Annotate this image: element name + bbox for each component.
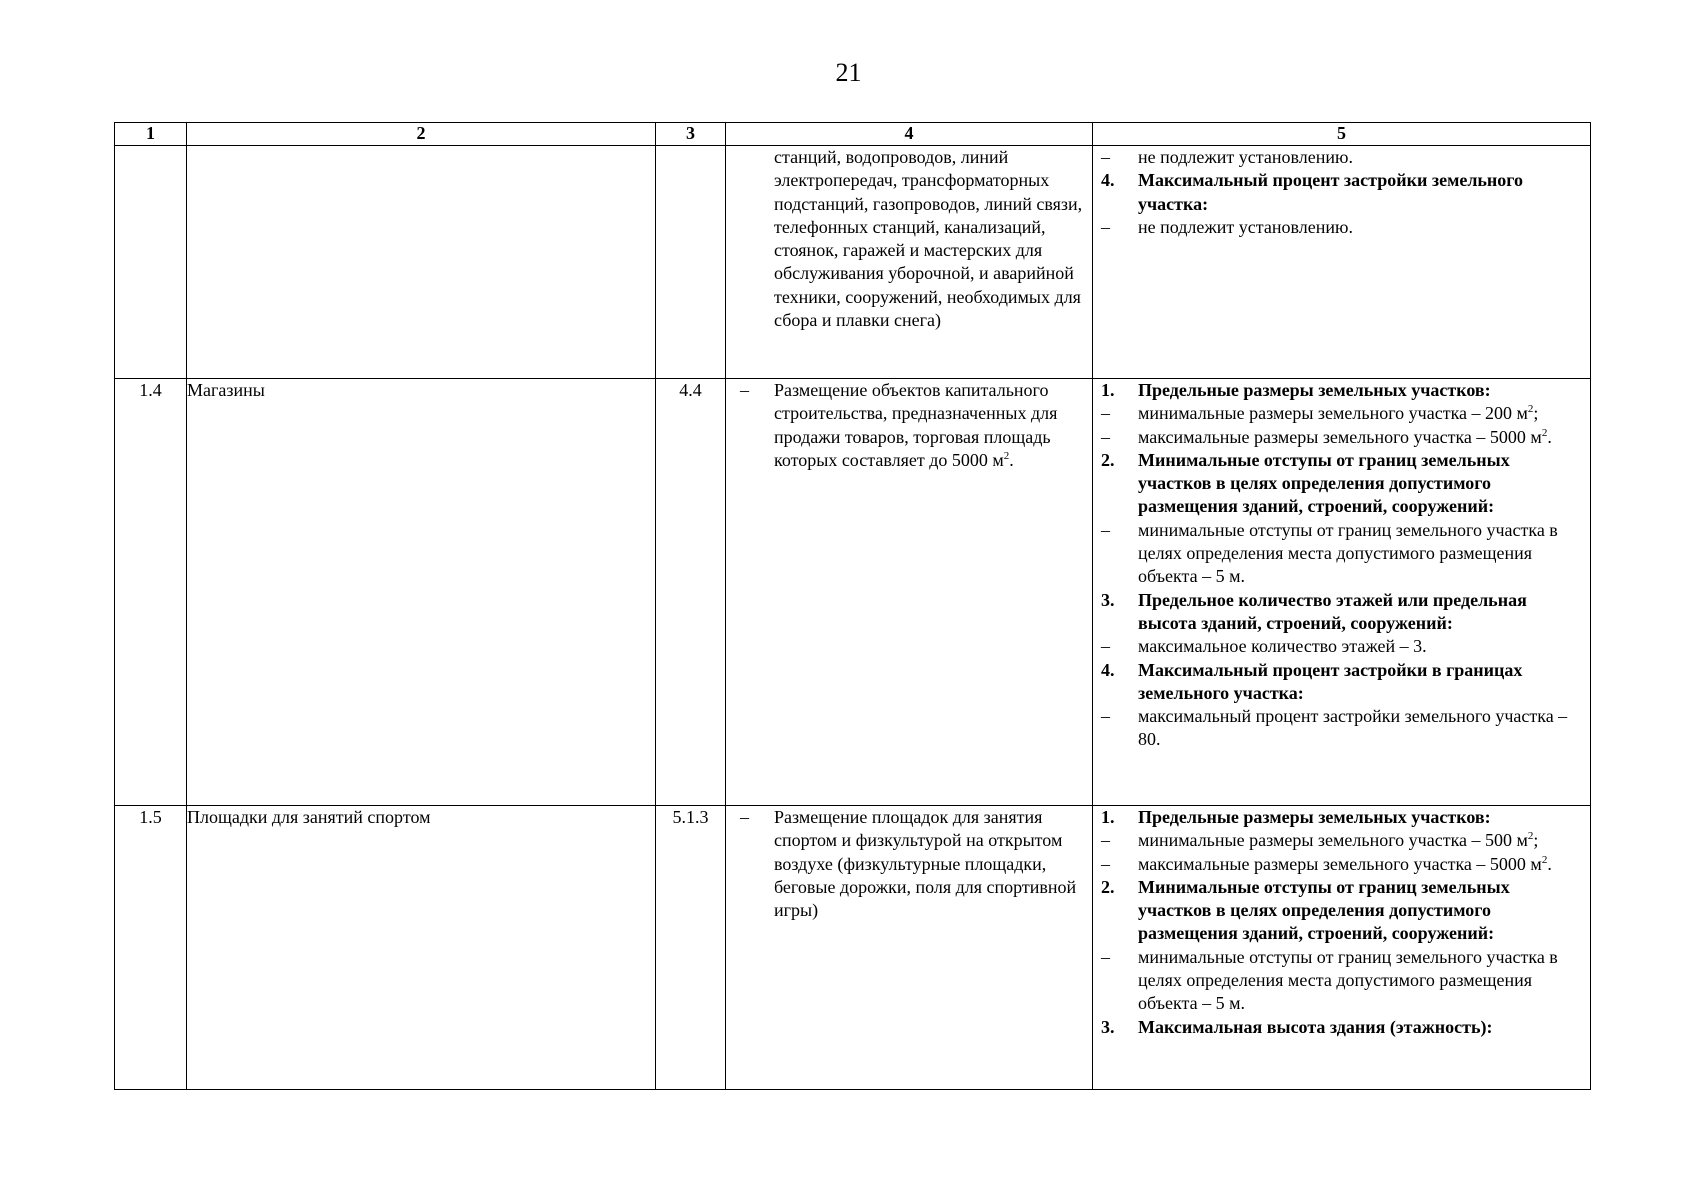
superscript: 2	[1541, 426, 1548, 439]
number-marker: 1.	[1101, 807, 1115, 827]
cell-code: 5.1.3	[656, 806, 726, 1090]
dash-marker: –	[740, 380, 749, 400]
description-item	[726, 379, 1092, 472]
description-text: Размещение площадок для занятия спортом и физкультурой на открытом воздухе (физкультурные площадки, беговые дорожки, поля для спортивной игры)	[774, 807, 1077, 921]
cell-description	[726, 806, 1093, 1090]
superscript: 2	[1527, 830, 1534, 843]
superscript: 2	[1541, 853, 1548, 866]
dash-marker: –	[1101, 426, 1110, 447]
parameter-heading	[1093, 379, 1590, 402]
parameter-item	[1093, 402, 1590, 425]
superscript: 2	[1003, 449, 1010, 462]
parameter-text: Максимальный процент застройки в границах земельного участка:	[1138, 659, 1523, 703]
cell-description	[726, 379, 1093, 806]
dash-marker: –	[1101, 706, 1110, 727]
parameter-text: Предельное количество этажей или предельная высота зданий, строений, сооружений:	[1138, 589, 1527, 633]
parameters-list	[1093, 146, 1590, 239]
parameter-text: Минимальные отступы от границ земельных участков в целях определения допустимого размещения зданий, строений, сооружений:	[1138, 876, 1510, 944]
number-marker: 4.	[1101, 170, 1115, 191]
parameter-text: не подлежит установлению.	[1138, 216, 1353, 237]
dash-marker: –	[1101, 830, 1110, 851]
page-number: 21	[835, 58, 862, 87]
cell-code: 4.4	[656, 379, 726, 806]
header-col-5: 5	[1093, 123, 1591, 146]
cell-number: 1.4	[115, 379, 187, 806]
parameter-text: Предельные размеры земельных участков:	[1138, 380, 1491, 400]
description-main: Размещение объектов капитального строительства, предназначенных для продажи товаров, торговая площадь которых составляет до 5000 м	[774, 380, 1058, 470]
number-marker: 2.	[1101, 449, 1115, 470]
parameter-text: не подлежит установлению.	[1138, 147, 1353, 167]
parameter-item	[1093, 705, 1590, 752]
parameter-text: максимальные размеры земельного участка – 5000 $м^2$.	[1138, 853, 1552, 874]
cell-parameters	[1093, 379, 1591, 806]
parameter-item	[1093, 853, 1590, 876]
parameter-text: минимальные отступы от границ земельного участка в целях определения места допустимого размещения объекта – 5 м.	[1138, 946, 1558, 1014]
dash-marker: –	[1101, 519, 1110, 540]
cell-number	[115, 146, 187, 379]
dash-marker: –	[740, 807, 749, 827]
number-marker: 3.	[1101, 1016, 1115, 1037]
header-col-3: 3	[656, 123, 726, 146]
parameter-item	[1093, 635, 1590, 658]
cell-number: 1.5	[115, 806, 187, 1090]
parameter-text: минимальные размеры земельного участка – 500 $м^2$;	[1138, 830, 1539, 851]
cell-parameters	[1093, 146, 1591, 379]
parameter-item	[1093, 216, 1590, 239]
description-item	[726, 806, 1092, 922]
parameter-heading	[1093, 589, 1590, 636]
parameter-text: минимальные размеры земельного участка – 200 $м^2$;	[1138, 403, 1539, 424]
header-row	[115, 123, 1591, 146]
parameter-heading	[1093, 169, 1590, 216]
cell-name: Магазины	[187, 379, 656, 806]
superscript: 2	[1527, 403, 1534, 416]
parameter-item	[1093, 829, 1590, 852]
number-marker: 3.	[1101, 589, 1115, 610]
number-marker: 1.	[1101, 380, 1115, 400]
parameter-heading	[1093, 876, 1590, 946]
zoning-table	[114, 122, 1591, 1090]
parameter-text: максимальные размеры земельного участка – 5000 $м^2$.	[1138, 426, 1552, 447]
table-row-continuation	[115, 146, 1591, 379]
parameters-list	[1093, 806, 1590, 1039]
parameter-item	[1093, 146, 1590, 169]
dash-marker: –	[1101, 403, 1110, 424]
dash-marker: –	[1101, 636, 1110, 657]
table-row-1-4	[115, 379, 1591, 806]
cell-description	[726, 146, 1093, 379]
description-end: .	[1009, 449, 1014, 470]
cell-code	[656, 146, 726, 379]
parameters-list	[1093, 379, 1590, 752]
parameter-heading	[1093, 806, 1590, 829]
parameter-text: Максимальная высота здания (этажность):	[1138, 1016, 1493, 1037]
dash-marker: –	[1101, 147, 1110, 167]
parameter-text: Минимальные отступы от границ земельных участков в целях определения допустимого размещения зданий, строений, сооружений:	[1138, 449, 1510, 517]
parameter-text: минимальные отступы от границ земельного участка в целях определения места допустимого размещения объекта – 5 м.	[1138, 519, 1558, 587]
parameter-item	[1093, 426, 1590, 449]
parameter-text: Предельные размеры земельных участков:	[1138, 807, 1491, 827]
description-text: станций, водопроводов, линий электропередач, трансформаторных подстанций, газопроводов, линий связи, телефонных станций, канализаций, стоянок, гаражей и мастерских для обслуживания уборочной, и аварийной техники, сооружений, необходимых для сбора и плавки снега)	[774, 147, 1083, 331]
header-col-1: 1	[115, 123, 187, 146]
parameter-text: максимальное количество этажей – 3.	[1138, 636, 1427, 657]
parameter-text: максимальный процент застройки земельного участка – 80.	[1138, 706, 1568, 750]
parameter-heading	[1093, 659, 1590, 706]
number-marker: 2.	[1101, 876, 1115, 897]
cell-name	[187, 146, 656, 379]
dash-marker: –	[1101, 853, 1110, 874]
parameter-item	[1093, 519, 1590, 589]
header-col-4: 4	[726, 123, 1093, 146]
description-text	[774, 379, 1092, 472]
dash-marker: –	[1101, 216, 1110, 237]
parameter-heading	[1093, 449, 1590, 519]
parameter-heading	[1093, 1016, 1590, 1039]
table-row-1-5	[115, 806, 1591, 1090]
number-marker: 4.	[1101, 659, 1115, 680]
parameter-text: Максимальный процент застройки земельного участка:	[1138, 170, 1524, 214]
cell-name: Площадки для занятий спортом	[187, 806, 656, 1090]
parameter-item	[1093, 946, 1590, 1016]
dash-marker: –	[1101, 946, 1110, 967]
header-col-2: 2	[187, 123, 656, 146]
cell-parameters	[1093, 806, 1591, 1090]
